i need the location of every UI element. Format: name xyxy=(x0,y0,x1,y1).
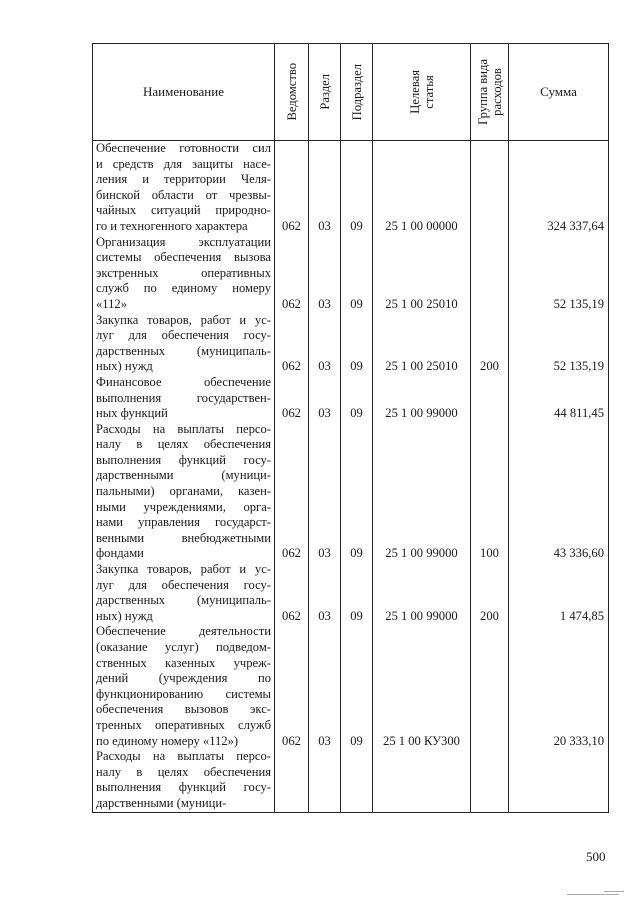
row-name: Обеспечение готовности сил и средств для защиты насе- ления и территории Челя- бинской области от чрезвы- чайных ситуаций природно- го и техногенного характера xyxy=(93,141,275,235)
table-row xyxy=(93,422,609,562)
row-target-article: 25 1 00 99000 xyxy=(373,375,471,422)
budget-table xyxy=(92,43,609,813)
row-name: Финансовое обеспечение выполнения государствен- ных функций xyxy=(93,375,275,422)
table-row xyxy=(93,624,609,749)
row-name: Расходы на выплаты персо- налу в целях обеспечения выполнения функций госу- дарственными (муници- пальными) органами, казен- ными учреждениями, орга- нами управления государст- венными внебюджетными фондами xyxy=(93,422,275,562)
row-department: 062 xyxy=(275,562,309,624)
header-row xyxy=(93,44,609,141)
row-section: 03 xyxy=(309,624,341,749)
row-department: 062 xyxy=(275,141,309,235)
row-expense-group xyxy=(471,624,509,749)
row-subsection: 09 xyxy=(341,375,373,422)
header-target-article: Целевая статья xyxy=(373,44,471,141)
header-expense-group: Группа вида расходов xyxy=(471,44,509,141)
header-subsection: Подраздел xyxy=(341,44,373,141)
table-row xyxy=(93,313,609,375)
row-section xyxy=(309,749,341,812)
row-amount xyxy=(509,749,609,812)
row-department: 062 xyxy=(275,422,309,562)
row-name: Организация эксплуатации системы обеспечения вызова экстренных оперативных служб по единому номеру «112» xyxy=(93,235,275,313)
row-subsection: 09 xyxy=(341,624,373,749)
row-amount: 324 337,64 xyxy=(509,141,609,235)
row-department: 062 xyxy=(275,235,309,313)
table-row xyxy=(93,235,609,313)
table-row xyxy=(93,749,609,812)
row-amount: 43 336,60 xyxy=(509,422,609,562)
page-number: 500 xyxy=(586,849,606,864)
row-department: 062 xyxy=(275,624,309,749)
row-expense-group xyxy=(471,141,509,235)
row-name: Закупка товаров, работ и ус- луг для обеспечения госу- дарственных (муниципаль- ных) нужд xyxy=(93,562,275,624)
row-target-article xyxy=(373,749,471,812)
row-name: Расходы на выплаты персо- налу в целях обеспечения выполнения функций госу- дарственными (муници- xyxy=(93,749,275,812)
row-expense-group: 200 xyxy=(471,313,509,375)
row-expense-group xyxy=(471,375,509,422)
row-department xyxy=(275,749,309,812)
row-subsection: 09 xyxy=(341,235,373,313)
header-department: Ведомство xyxy=(275,44,309,141)
row-subsection: 09 xyxy=(341,422,373,562)
row-name: Обеспечение деятельности (оказание услуг) подведом- ственных казенных учреж- дений (учреждения по функционированию системы обеспечения вызовов экс- тренных оперативных служб по единому номеру «112») xyxy=(93,624,275,749)
row-section: 03 xyxy=(309,562,341,624)
row-section: 03 xyxy=(309,141,341,235)
table-row xyxy=(93,562,609,624)
table-row xyxy=(93,375,609,422)
row-target-article: 25 1 00 99000 xyxy=(373,422,471,562)
row-target-article: 25 1 00 КУ300 xyxy=(373,624,471,749)
row-target-article: 25 1 00 25010 xyxy=(373,235,471,313)
row-subsection: 09 xyxy=(341,562,373,624)
row-expense-group xyxy=(471,749,509,812)
row-department: 062 xyxy=(275,313,309,375)
row-name: Закупка товаров, работ и ус- луг для обеспечения госу- дарственных (муниципаль- ных) нужд xyxy=(93,313,275,375)
row-section: 03 xyxy=(309,235,341,313)
row-target-article: 25 1 00 25010 xyxy=(373,313,471,375)
scan-edge-mark xyxy=(567,894,619,895)
row-subsection: 09 xyxy=(341,313,373,375)
row-section: 03 xyxy=(309,422,341,562)
header-amount: Сумма xyxy=(509,44,609,141)
row-amount: 1 474,85 xyxy=(509,562,609,624)
row-section: 03 xyxy=(309,375,341,422)
row-expense-group: 200 xyxy=(471,562,509,624)
row-amount: 20 333,10 xyxy=(509,624,609,749)
row-expense-group: 100 xyxy=(471,422,509,562)
row-amount: 52 135,19 xyxy=(509,235,609,313)
row-department: 062 xyxy=(275,375,309,422)
header-section: Раздел xyxy=(309,44,341,141)
row-amount: 44 811,45 xyxy=(509,375,609,422)
row-section: 03 xyxy=(309,313,341,375)
row-amount: 52 135,19 xyxy=(509,313,609,375)
row-target-article: 25 1 00 99000 xyxy=(373,562,471,624)
scan-edge-mark-2 xyxy=(604,891,624,892)
row-subsection: 09 xyxy=(341,141,373,235)
row-expense-group xyxy=(471,235,509,313)
table-row xyxy=(93,141,609,235)
header-name: Наименование xyxy=(93,44,275,141)
row-subsection xyxy=(341,749,373,812)
row-target-article: 25 1 00 00000 xyxy=(373,141,471,235)
